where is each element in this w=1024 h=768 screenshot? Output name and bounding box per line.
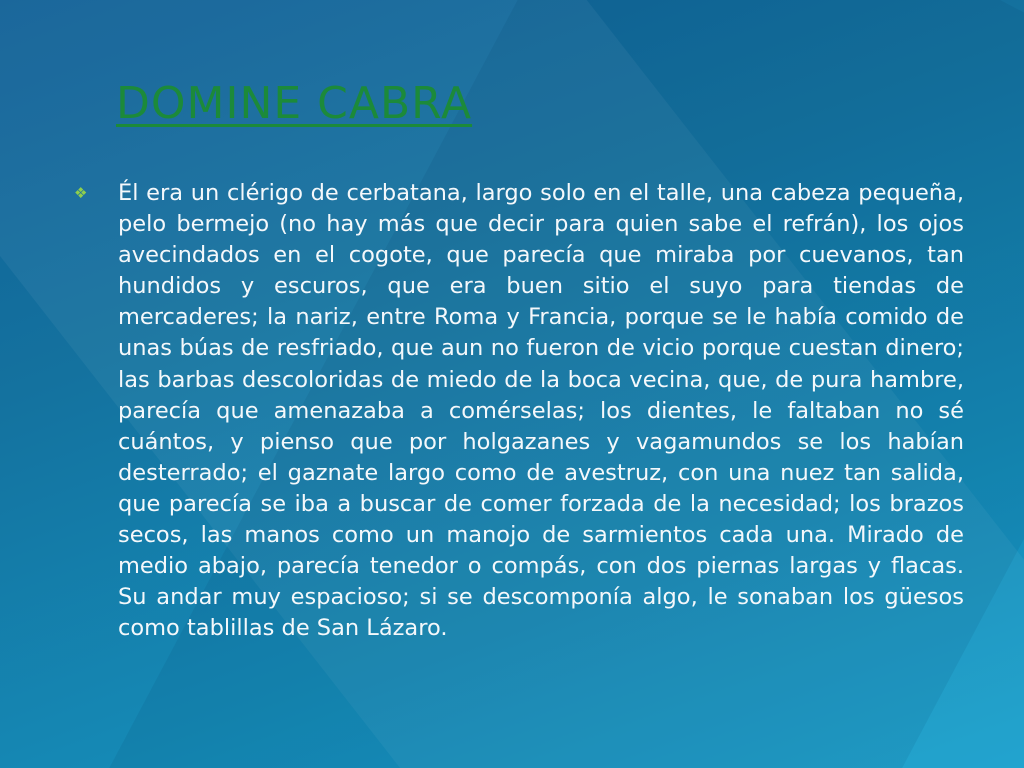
bullet-item (72, 178, 964, 644)
bullet-text: Él era un clérigo de cerbatana, largo solo en el talle, una cabeza pequeña, pelo bermejo (no hay más que decir para quien sabe el refrán), los ojos avecindados en el cogote, que parecía que miraba por cuevanos, tan hundidos y escuros, que era buen sitio el suyo para tiendas de mercaderes; la nariz, entre Roma y Francia, porque se le había comido de unas búas de resfriado, que aun no fueron de vicio porque cuestan dinero; las barbas descoloridas de miedo de la boca vecina, que, de pura hambre, parecía que amenazaba a comérselas; los dientes, le faltaban no sé cuántos, y pienso que por holgazanes y vagamundos se los habían desterrado; el gaznate largo como de avestruz, con una nuez tan salida, que parecía se iba a buscar de comer forzada de la necesidad; los brazos secos, las manos como un manojo de sarmientos cada una. Mirado de medio abajo, parecía tenedor o compás, con dos piernas largas y flacas. Su andar muy espacioso; si se descomponía algo, le sonaban los güesos como tablillas de San Lázaro. (118, 180, 964, 642)
diamond-bullet-icon: ❖ (74, 184, 88, 202)
slide-title: DOMINE CABRA (116, 78, 473, 129)
